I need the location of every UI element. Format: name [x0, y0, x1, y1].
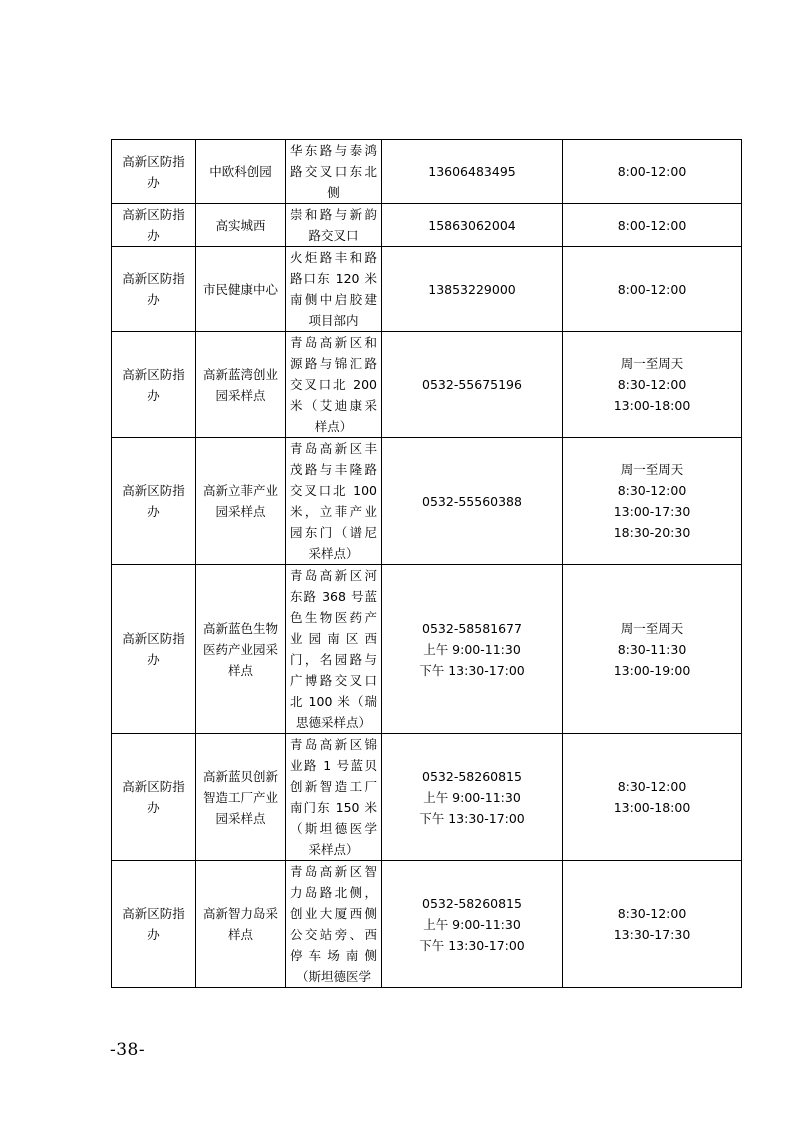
phone-line: 上午 9:00-11:30 — [423, 916, 521, 932]
table-row — [112, 565, 742, 734]
hours-line: 18:30-20:30 — [613, 525, 691, 540]
phone-line: 0532-55560388 — [422, 493, 522, 509]
hours-line: 13:00-19:00 — [613, 662, 691, 678]
cell-hours — [563, 332, 742, 438]
cell-address: 青岛高新区智力岛路北侧，创业大厦西侧公交站旁、西停车场南侧（斯坦德医学 — [286, 861, 382, 988]
cell-phone — [382, 861, 563, 988]
cell-phone — [382, 734, 563, 861]
hours-line: 13:00-18:00 — [613, 398, 691, 413]
cell-address: 青岛高新区和源路与锦汇路交叉口北 200 米（艾迪康采样点） — [286, 332, 382, 438]
cell-phone — [382, 247, 563, 332]
phone-line: 0532-55675196 — [422, 377, 522, 392]
cell-hours — [563, 247, 742, 332]
hours-line: 8:00-12:00 — [617, 164, 687, 179]
cell-org: 高新区防指办 — [112, 734, 196, 861]
cell-site-name: 市民健康中心 — [196, 247, 286, 332]
phone-line: 15863062004 — [428, 217, 516, 233]
sampling-sites-table — [111, 139, 742, 988]
hours-line: 8:00-12:00 — [617, 281, 687, 297]
hours-line: 8:30-11:30 — [617, 641, 687, 657]
hours-line: 8:30-12:00 — [617, 779, 687, 794]
cell-org: 高新区防指办 — [112, 247, 196, 332]
cell-site-name: 高新蓝色生物医药产业园采样点 — [196, 565, 286, 734]
hours-line: 周一至周天 — [620, 620, 684, 636]
cell-hours — [563, 734, 742, 861]
hours-line: 8:30-12:00 — [617, 377, 687, 392]
table-row — [112, 204, 742, 247]
cell-site-name: 高实城西 — [196, 204, 286, 247]
hours-line: 13:30-17:30 — [613, 927, 691, 942]
hours-line: 13:00-17:30 — [613, 504, 691, 519]
table-row — [112, 247, 742, 332]
phone-line: 0532-58581677 — [422, 620, 522, 636]
cell-address: 华东路与泰鸿路交叉口东北侧 — [286, 140, 382, 204]
table-row — [112, 438, 742, 565]
hours-line: 8:30-12:00 — [617, 483, 687, 498]
table-row — [112, 140, 742, 204]
phone-line: 0532-58260815 — [422, 768, 522, 784]
cell-hours — [563, 140, 742, 204]
cell-hours — [563, 565, 742, 734]
phone-line: 下午 13:30-17:00 — [419, 662, 525, 678]
hours-line: 13:00-18:00 — [613, 800, 691, 815]
table-row — [112, 332, 742, 438]
cell-site-name: 高新立菲产业园采样点 — [196, 438, 286, 565]
cell-phone — [382, 438, 563, 565]
phone-line: 上午 9:00-11:30 — [423, 641, 521, 657]
page-number: -38- — [110, 1040, 146, 1060]
cell-address: 崇和路与新韵路交叉口 — [286, 204, 382, 247]
cell-site-name: 中欧科创园 — [196, 140, 286, 204]
cell-org: 高新区防指办 — [112, 438, 196, 565]
cell-address: 青岛高新区河东路 368 号蓝色生物医药产业园南区西门，名园路与广博路交叉口北 100 米（瑞思德采样点） — [286, 565, 382, 734]
cell-org: 高新区防指办 — [112, 861, 196, 988]
table-row — [112, 861, 742, 988]
cell-phone — [382, 565, 563, 734]
phone-line: 下午 13:30-17:00 — [419, 937, 525, 953]
cell-hours — [563, 861, 742, 988]
cell-phone — [382, 140, 563, 204]
cell-org: 高新区防指办 — [112, 565, 196, 734]
cell-address: 火炬路丰和路路口东 120 米南侧中启胶建项目部内 — [286, 247, 382, 332]
phone-line: 下午 13:30-17:00 — [419, 810, 525, 826]
hours-line: 8:00-12:00 — [617, 217, 687, 233]
cell-address: 青岛高新区丰茂路与丰隆路交叉口北 100 米，立菲产业园东门（谱尼采样点） — [286, 438, 382, 565]
cell-address: 青岛高新区锦业路 1 号蓝贝创新智造工厂南门东 150 米（斯坦德医学采样点） — [286, 734, 382, 861]
table-row — [112, 734, 742, 861]
phone-line: 0532-58260815 — [422, 895, 522, 911]
cell-org: 高新区防指办 — [112, 332, 196, 438]
hours-line: 8:30-12:00 — [617, 906, 687, 921]
hours-line: 周一至周天 — [620, 462, 684, 477]
cell-phone — [382, 332, 563, 438]
cell-site-name: 高新智力岛采样点 — [196, 861, 286, 988]
hours-line: 周一至周天 — [620, 356, 684, 371]
cell-site-name: 高新蓝贝创新智造工厂产业园采样点 — [196, 734, 286, 861]
phone-line: 13853229000 — [428, 281, 516, 297]
phone-line: 13606483495 — [428, 164, 516, 179]
cell-phone — [382, 204, 563, 247]
cell-hours — [563, 204, 742, 247]
cell-org: 高新区防指办 — [112, 204, 196, 247]
cell-site-name: 高新蓝湾创业园采样点 — [196, 332, 286, 438]
phone-line: 上午 9:00-11:30 — [423, 789, 521, 805]
cell-hours — [563, 438, 742, 565]
cell-org: 高新区防指办 — [112, 140, 196, 204]
